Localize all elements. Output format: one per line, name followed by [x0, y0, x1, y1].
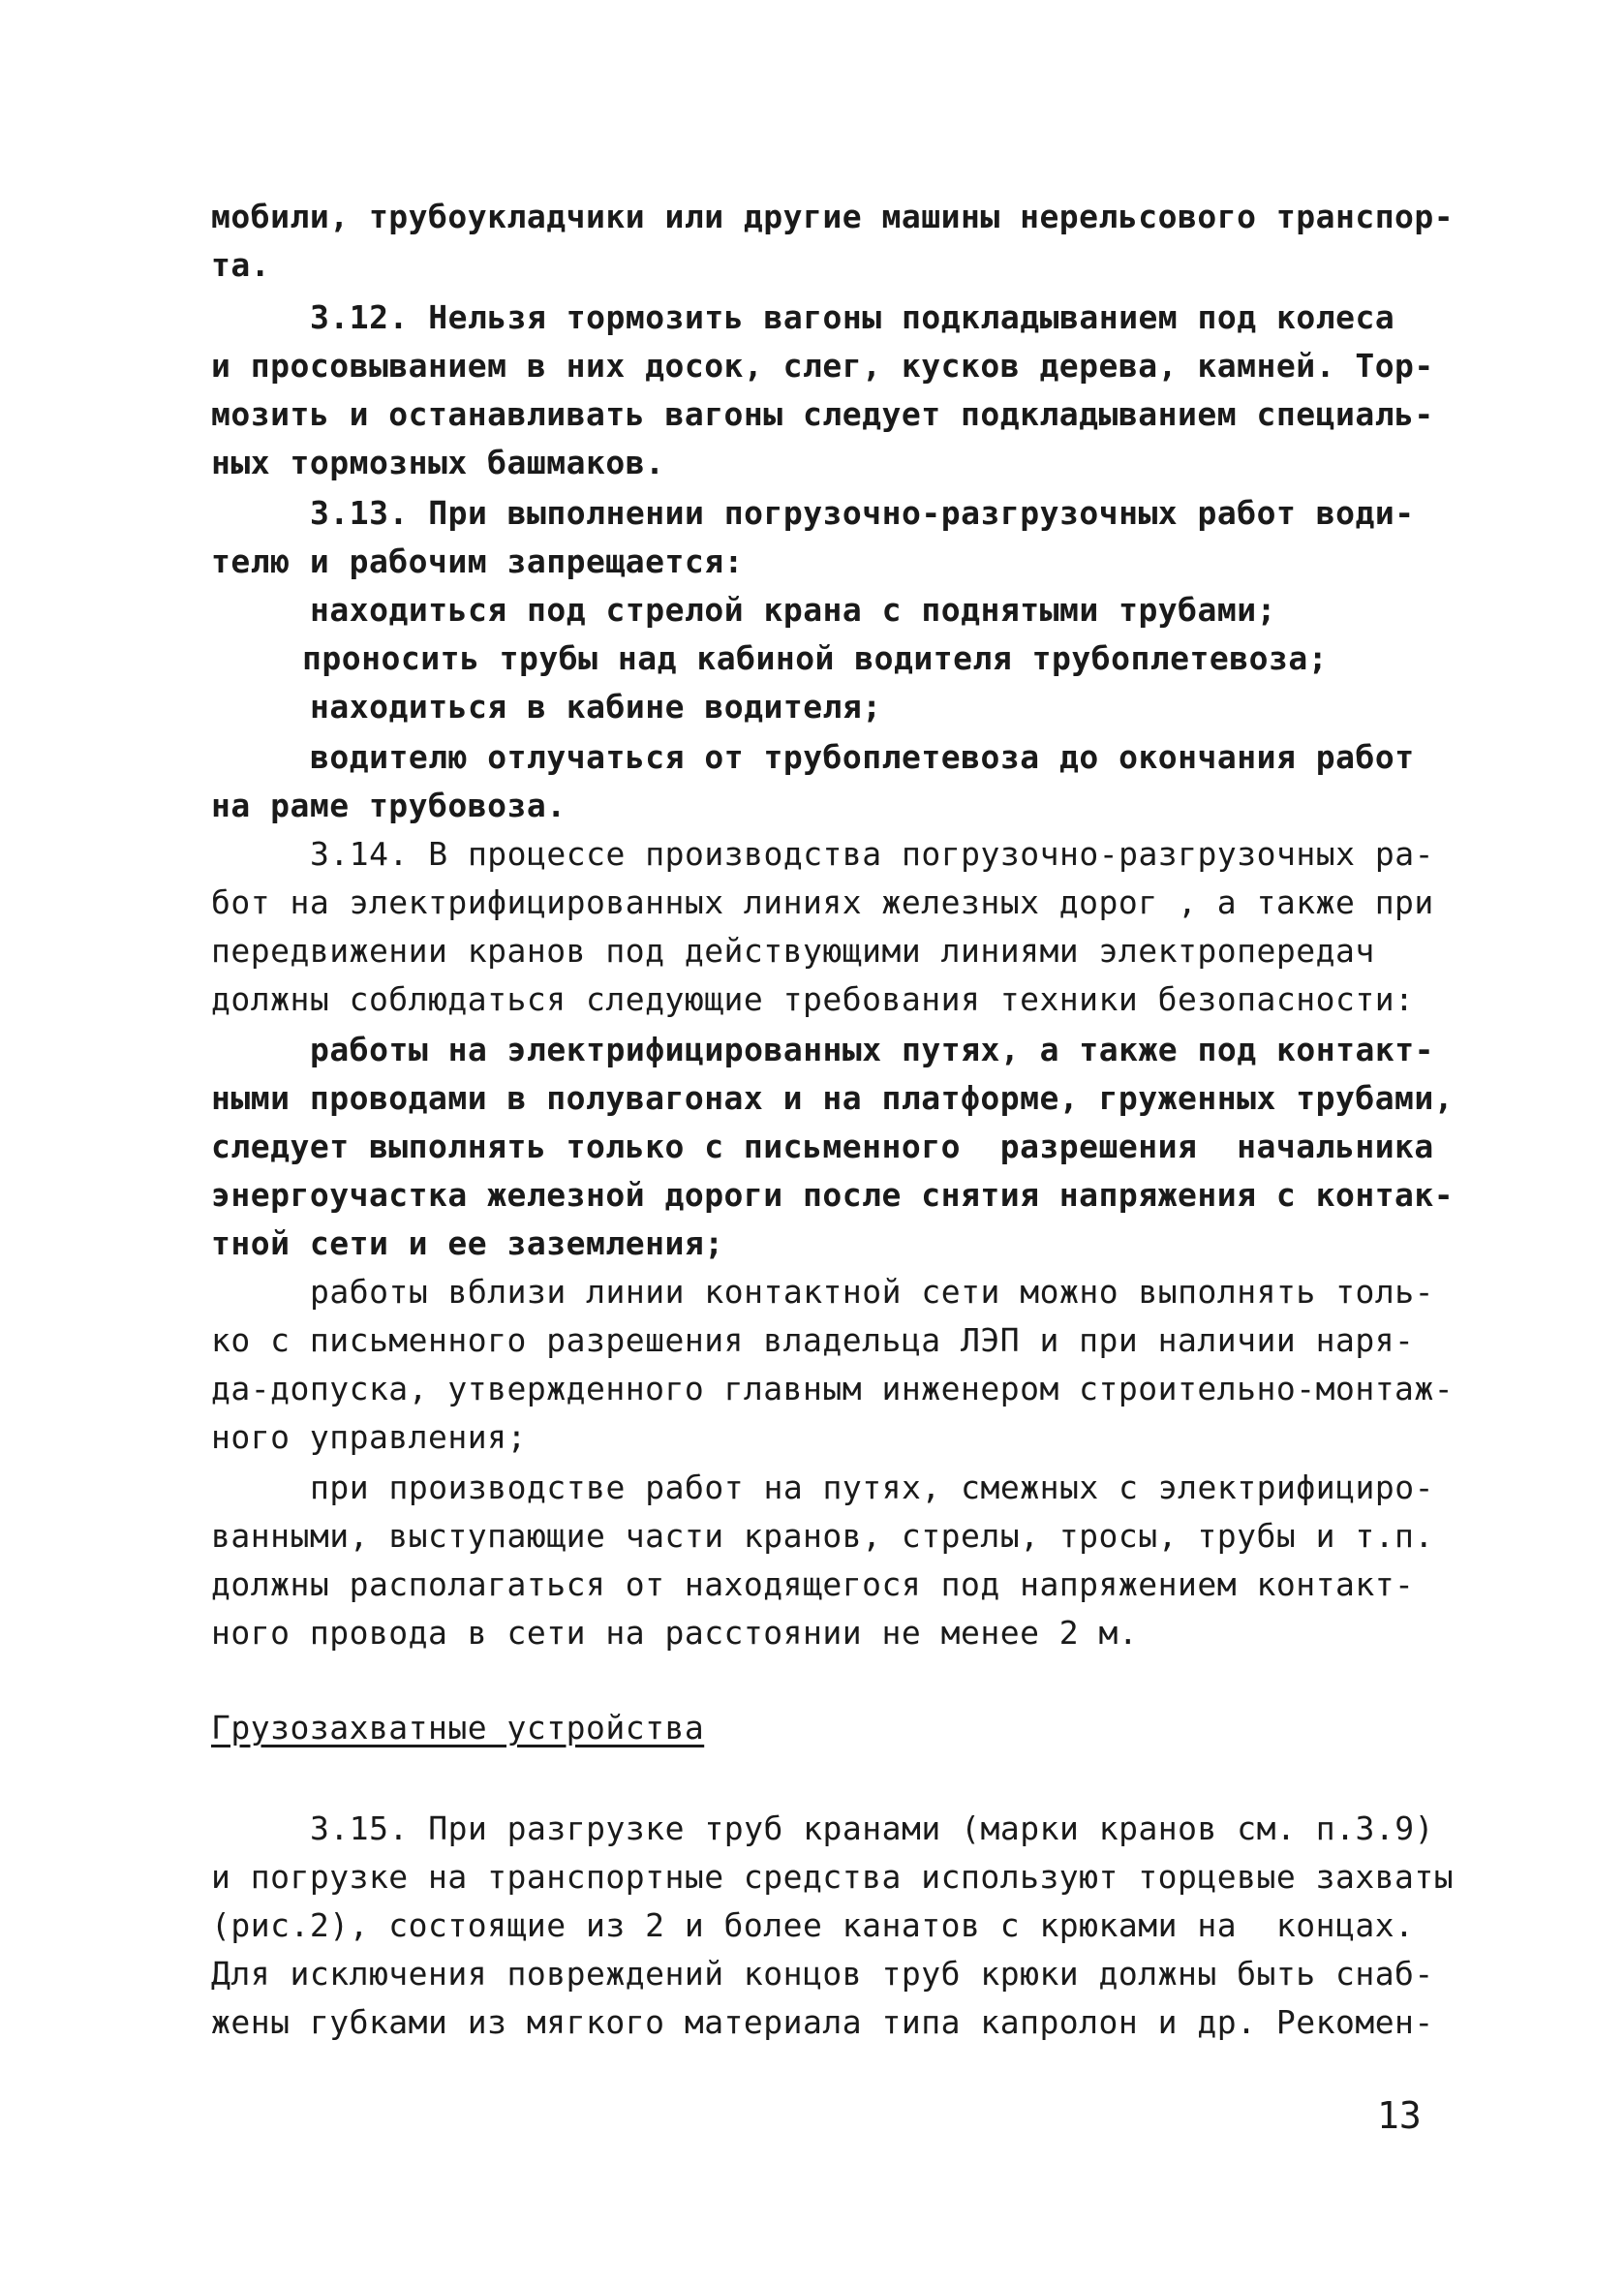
text-line: (рис.2), состоящие из 2 и более канатов с крюками на концах.: [211, 1906, 1415, 1944]
text-line: ных тормозных башмаков.: [211, 444, 665, 481]
text-line: 3.14. В процессе производства погрузочно-разгрузочных ра-: [310, 835, 1434, 873]
text-line: ными проводами в полувагонах и на платформе, груженных трубами,: [211, 1079, 1455, 1117]
text-line: должны располагаться от находящегося под напряжением контакт-: [211, 1565, 1415, 1603]
text-line: тной сети и ее заземления;: [211, 1224, 724, 1262]
text-line: ко с письменного разрешения владельца ЛЭП и при наличии наря-: [211, 1321, 1415, 1359]
text-line: Для исключения повреждений концов труб крюки должны быть снаб-: [211, 1955, 1434, 1993]
text-line: при производстве работ на путях, смежных с электрифициро-: [310, 1469, 1434, 1506]
text-line: следует выполнять только с письменного разрешения начальника: [211, 1128, 1434, 1165]
text-line: энергоучастка железной дороги после снятия напряжения с контак-: [211, 1176, 1455, 1214]
text-line: бот на электрифицированных линиях железных дорог , а также при: [211, 883, 1434, 921]
text-line: мозить и останавливать вагоны следует подкладыванием специаль-: [211, 395, 1434, 433]
section-heading: Грузозахватные устройства: [211, 1709, 705, 1747]
text-line: да-допуска, утвержденного главным инженером строительно-монтаж-: [211, 1370, 1455, 1407]
text-line: водителю отлучаться от трубоплетевоза до окончания работ: [310, 738, 1415, 776]
text-line: работы вблизи линии контактной сети можно выполнять толь-: [310, 1273, 1434, 1311]
page-number: 13: [1377, 2094, 1422, 2137]
text-line: ного провода в сети на расстоянии не менее 2 м.: [211, 1614, 1139, 1652]
text-line: та.: [211, 246, 271, 284]
text-line: и погрузке на транспортные средства используют торцевые захваты: [211, 1858, 1455, 1896]
text-line: проносить трубы над кабиной водителя трубоплетевоза;: [302, 639, 1329, 677]
text-line: 3.13. При выполнении погрузочно-разгрузочных работ води-: [310, 494, 1415, 532]
text-line: находиться под стрелой крана с поднятыми трубами;: [310, 591, 1277, 629]
text-line: телю и рабочим запрещается:: [211, 542, 744, 580]
text-line: 3.12. Нельзя тормозить вагоны подкладыванием под колеса: [310, 298, 1395, 336]
text-line: работы на электрифицированных путях, а также под контакт-: [310, 1031, 1434, 1068]
text-line: ванными, выступающие части кранов, стрелы, тросы, трубы и т.п.: [211, 1517, 1434, 1555]
text-line: ного управления;: [211, 1418, 527, 1456]
text-line: 3.15. При разгрузке труб кранами (марки кранов см. п.3.9): [310, 1809, 1434, 1847]
text-line: и просовыванием в них досок, слег, кусков дерева, камней. Тор-: [211, 347, 1434, 385]
text-line: на раме трубовоза.: [211, 787, 567, 824]
text-line: жены губками из мягкого материала типа капролон и др. Рекомен-: [211, 2003, 1434, 2041]
text-line: находиться в кабине водителя;: [310, 688, 882, 726]
text-line: передвижении кранов под действующими линиями электропередач: [211, 932, 1375, 970]
text-line: должны соблюдаться следующие требования техники безопасности:: [211, 980, 1415, 1018]
text-line: мобили, трубоукладчики или другие машины нерельсового транспор-: [211, 198, 1455, 235]
